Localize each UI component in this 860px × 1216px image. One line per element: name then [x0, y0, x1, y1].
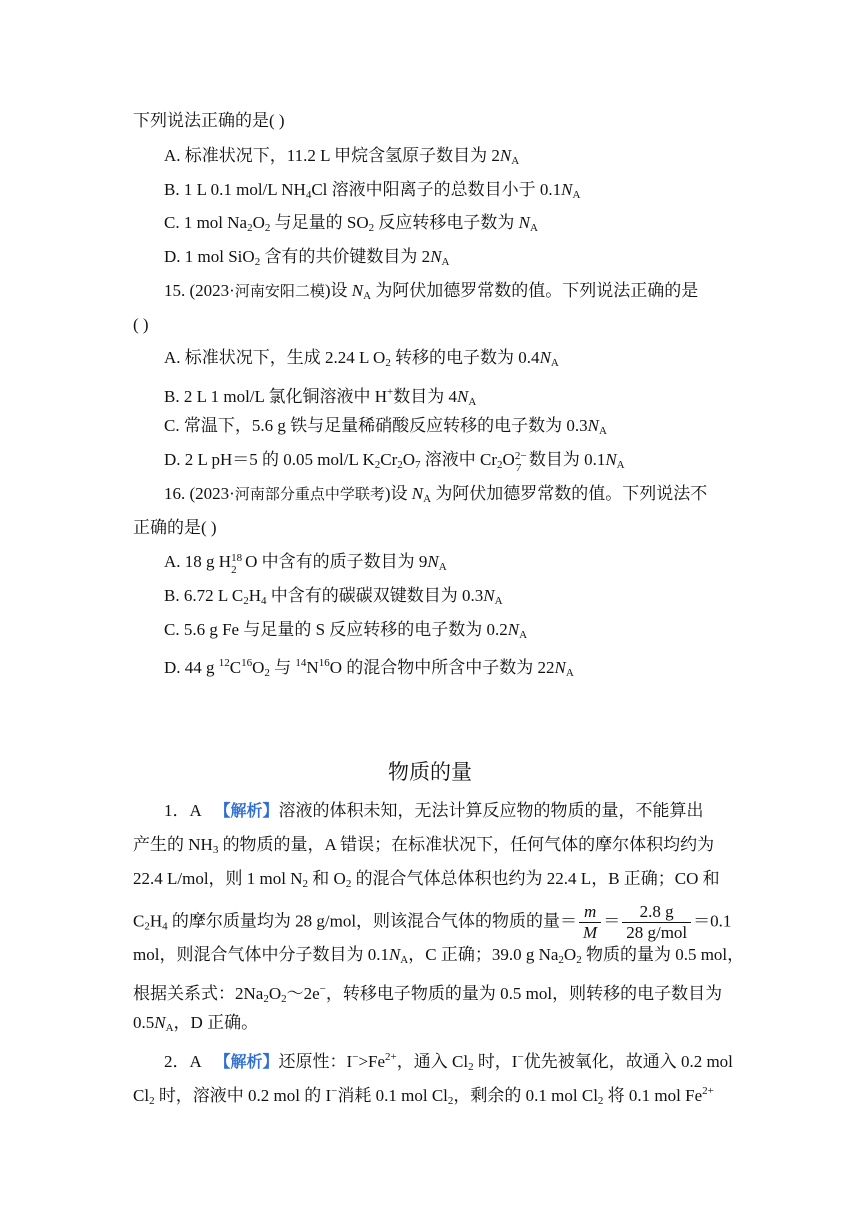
answer-1-line4: $C_2H_4$ 的摩尔质量均为 28 g/mol，则该混合气体的物质的量＝ $\frac{m}{M}$ ＝ $\frac{2.8 g}{\text{28 g/mol}}$ ＝0.1: [133, 902, 732, 942]
answer-1-line7: $0.5N_A$，D 正确。: [133, 1013, 259, 1034]
question-14-option-a: A. 标准状况下，11.2 L 甲烷含氢原子数目为 $2N_A$: [164, 146, 520, 167]
question-15-option-d: D. 2 L pH＝5 的 0.05 mol/L $K_2Cr_2O_7$ 溶液中 $Cr_2O$ 2− 7 数目为 $0.1N_A$: [164, 450, 625, 474]
question-16-option-b: B. 6.72 L $C_2H_4$ 中含有的碳碳双键数目为 $0.3N_A$: [164, 586, 503, 607]
fraction-value: $\frac{2.8 g}{\text{28 g/mol}}$: [622, 902, 691, 943]
question-16-option-c: C. 5.6 g Fe 与足量的 S 反应转移的电子数为 $0.2N_A$: [164, 620, 528, 641]
answer-1-line5: mol，则混合气体中分子数目为 $0.1N_A$，C 正确；39.0 g $Na_2O_2$ 物质的量为 0.5 mol，: [133, 945, 745, 966]
question-15-option-c: C. 常温下，5.6 g 铁与足量稀硝酸反应转移的电子数为 $0.3N_A$: [164, 416, 607, 437]
question-16-stem-line2: 正确的是( ): [133, 518, 217, 537]
question-14-option-b: B. 1 L 0.1 mol/L $NH_4Cl$ 溶液中阳离子的总数目小于 $0.1N_A$: [164, 180, 581, 201]
answer-1-line2: 产生的 $NH_3$ 的物质的量，A 错误；在标准状况下，任何气体的摩尔体积均约为: [133, 835, 715, 856]
question-15-stem: 15. (2023·河南安阳二模)设 $N_A$ 为阿伏加德罗常数的值。下列说法正确的是: [164, 281, 699, 302]
answer-1-line1: 1．A 【解析】溶液的体积未知，无法计算反应物的物质的量，不能算出: [164, 801, 704, 820]
question-15-stem-line2: ( ): [133, 315, 149, 334]
question-14-stem: 下列说法正确的是( ): [133, 111, 285, 130]
section-title: 物质的量: [388, 760, 472, 784]
fraction-m-over-m: $\frac{m}{M}$: [579, 902, 601, 943]
answer-1-line3: 22.4 L/mol，则 1 mol $N_2$ 和 $O_2$ 的混合气体总体积也约为 22.4 L，B 正确；CO 和: [133, 869, 720, 890]
answer-2-line2: $Cl_2$ 时，溶液中 0.2 mol 的 I−消耗 0.1 mol $Cl_2$，剩余的 0.1 mol $Cl_2$ 将 0.1 mol $Fe^{2+}$: [133, 1085, 714, 1107]
question-16-stem: 16. (2023·河南部分重点中学联考)设 $N_A$ 为阿伏加德罗常数的值。下列说法不: [164, 484, 708, 505]
question-15-option-a: A. 标准状况下，生成 2.24 L $O_2$ 转移的电子数为 $0.4N_A$: [164, 348, 559, 369]
question-14-option-c: C. 1 mol $Na_2O_2$ 与足量的 $SO_2$ 反应转移电子数为 $N_A$: [164, 213, 538, 234]
answer-1-line6: 根据关系式：$2Na_2O_2\sim 2e^-$，转移电子物质的量为 0.5 mol，则转移的电子数目为: [133, 983, 723, 1005]
question-16-option-d: D. 44 g $^{12}C^{16}O_2$ 与 $^{14}N^{16}O$ 的混合物中所含中子数为 $22N_A$: [164, 657, 574, 679]
answer-2-line1: 2．A 【解析】还原性：$I^->Fe^{2+}$，通入 $Cl_2$ 时，I−优先被氧化，故通入 0.2 mol: [164, 1051, 733, 1073]
question-15-option-b: B. 2 L 1 mol/L 氯化铜溶液中 H+数目为 $4N_A$: [164, 386, 477, 408]
question-16-option-a: A. 18 g H 18 2 O 中含有的质子数目为 $9N_A$: [164, 552, 447, 576]
question-14-option-d: D. 1 mol SiO$_2$ 含有的共价键数目为 $2N_A$: [164, 247, 450, 268]
